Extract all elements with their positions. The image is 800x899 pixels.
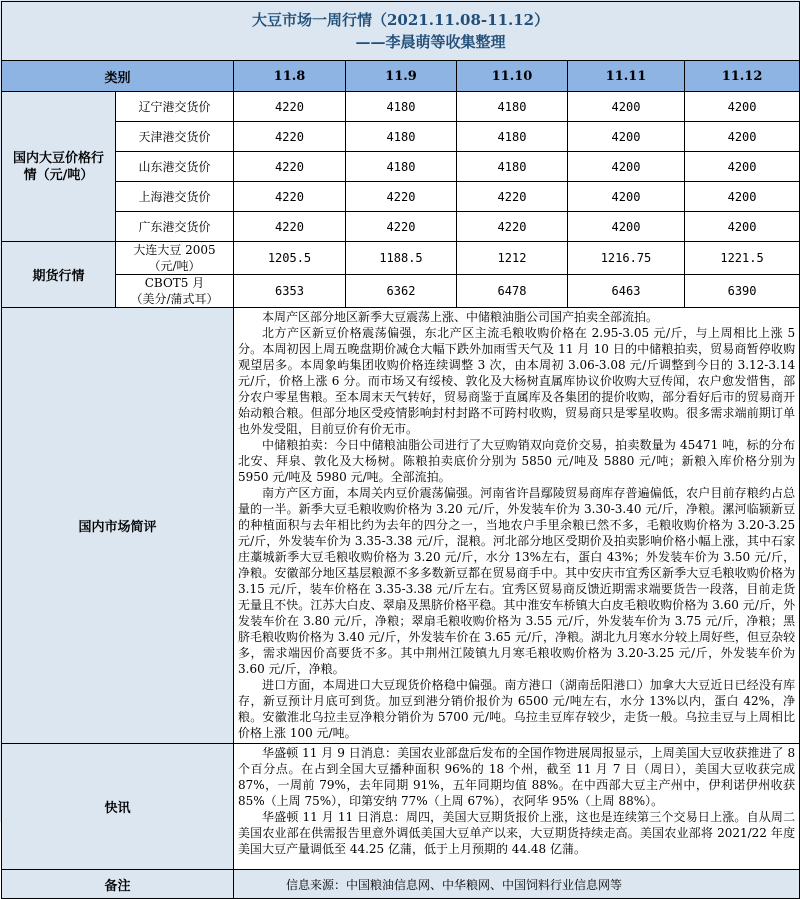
header-date: 11.9 xyxy=(346,61,457,92)
review-paragraph: 北方产区新豆价格震荡偏强，东北产区主流毛粮收购价格在 2.95-3.05 元/斤，与上周相比上涨 5 分。本周初因上周五晚盘期价减仓大幅下跌外加雨雪天气及 11 月 10 日的中储粮拍卖，贸易商暂停收购观望居多。本周象屿集团收购价格连续调整 3 次，由本周初 3.06-3.08 元/斤调整到今日的 3.12-3.14 元/斤，价格上涨 6 分。而市场又有绥棱、敦化及大杨树直属库协议价收购大豆传闻，农户愈发惜售，部分农户零星售粮。至本周末天气转好，贸易商鉴于直属库及各集团的提价收购，部分看好后市的贸易商开始动粮合粮。但部分地区受疫情影响封村封路不可跨村收购，贸易商只是零星收购。很多需求端前期订单也外发受阻，目前豆价有价无市。 xyxy=(238,326,796,436)
remarks-label: 备注 xyxy=(2,870,234,899)
price-row xyxy=(2,152,800,182)
futures-cell: 6353 xyxy=(234,275,346,308)
price-cell: 4200 xyxy=(685,182,800,212)
price-row xyxy=(2,182,800,212)
futures-name-line2: （美分/蒲式耳） xyxy=(130,292,219,306)
soybean-market-table xyxy=(1,1,800,899)
futures-cell: 6362 xyxy=(346,275,457,308)
remarks-row xyxy=(2,870,800,899)
port-name: 上海港交货价 xyxy=(116,182,234,212)
futures-row xyxy=(2,242,800,275)
price-cell: 4180 xyxy=(346,92,457,122)
review-paragraph: 本周产区部分地区新季大豆震荡上涨、中储粮油脂公司国产拍卖全部流拍。 xyxy=(262,310,659,324)
futures-cell: 6390 xyxy=(685,275,800,308)
news-paragraph: 华盛顿 11 月 11 日消息：周四，美国大豆期货报价上涨，这也是连续第三个交易日上涨。自从周二美国农业部在供需报告里意外调低美国大豆单产以来，大豆期货持续走高。美国农业部将 2021/22 年度美国大豆产量调低至 44.25 亿蒲，低于上月预期的 44.48 亿蒲。 xyxy=(238,810,796,856)
futures-cell: 6463 xyxy=(568,275,685,308)
domestic-price-label: 国内大豆价格行情（元/吨） xyxy=(2,92,116,242)
price-cell: 4200 xyxy=(568,122,685,152)
news-paragraph: 华盛顿 11 月 9 日消息：美国农业部盘后发布的全国作物进展周报显示，上周美国大豆收获推进了 8 个百分点。在占到全国大豆播种面积 96%的 18 个州，截至 11 月 7 日（周日），美国大豆收获完成 87%，一周前 79%，去年同期 91%，五年同期均值 88%。在中西部大豆主产州中，伊利诺伊州收获 85%（上周 75%），印第安纳 77%（上周 67%），衣阿华 95%（上周 88%）。 xyxy=(238,746,796,808)
market-review-text xyxy=(234,308,800,744)
futures-cell: 1216.75 xyxy=(568,242,685,275)
review-paragraph: 南方产区方面，本周关内豆价震荡偏强。河南省许昌鄢陵贸易商库存普遍偏低，农户目前存粮约占总量的一半。新季大豆毛粮收购价格为 3.20 元/斤，外发装车价为 3.30-3.40 元/斤，净粮。漯河临颍新豆的种植面积与去年相比约为去年的四分之一，当地农户手里余粮已然不多，毛粮收购价格为 3.20-3.25 元/斤，外发装车价为 3.35-3.38 元/斤，混粮。河北部分地区受期价及拍卖影响价格小幅上涨，其中石家庄藁城新季大豆毛粮收购价格为 3.20 元/斤，水分 13%左右，蛋白 43%；外发装车价为 3.50 元/斤，净粮。安徽部分地区基层粮源不多多数新豆都在贸易商手中。其中安庆市宜秀区新季大豆毛粮收购价格为 3.15 元/斤，装车价格在 3.35-3.38 元/斤左右。宜秀区贸易商反馈近期需求端要货告一段落，目前走货无量且不快。江苏大白皮、翠扇及黑脐价格平稳。其中淮安车桥镇大白皮毛粮收购价格为 3.60 元/斤，外发装车价在 3.80 元/斤，净粮；翠扇毛粮收购价格为 3.55 元/斤，外发装车价为 3.75 元/斤，净粮；黑脐毛粮收购价格为 3.40 元/斤，外发装车价在 3.65 元/斤，净粮。湖北九月寒水分较上周好些，但豆杂较多，需求端因价高要货不多。其中荆州江陵镇九月寒毛粮收购价格为 3.20-3.25 元/斤，外发装车价为 3.60 元/斤，净粮。 xyxy=(238,486,796,676)
price-cell: 4200 xyxy=(568,212,685,242)
futures-name-line1: 大连大豆 2005 xyxy=(133,243,216,257)
futures-name-line2: （元/吨） xyxy=(148,259,201,273)
title-sub: ——李晨萌等收集整理 xyxy=(355,33,506,51)
price-cell: 4200 xyxy=(685,92,800,122)
futures-cell: 1205.5 xyxy=(234,242,346,275)
port-name: 辽宁港交货价 xyxy=(116,92,234,122)
header-date: 11.12 xyxy=(685,61,800,92)
price-cell: 4220 xyxy=(234,92,346,122)
header-date: 11.10 xyxy=(457,61,568,92)
price-cell: 4200 xyxy=(568,152,685,182)
report-title xyxy=(2,2,800,61)
remarks-text: 信息来源：中国粮油信息网、中华粮网、中国饲料行业信息网等 xyxy=(234,870,800,899)
price-cell: 4180 xyxy=(346,152,457,182)
price-row xyxy=(2,212,800,242)
port-name: 山东港交货价 xyxy=(116,152,234,182)
price-cell: 4220 xyxy=(234,182,346,212)
price-cell: 4220 xyxy=(346,182,457,212)
price-cell: 4180 xyxy=(346,122,457,152)
header-date: 11.11 xyxy=(568,61,685,92)
price-cell: 4220 xyxy=(346,212,457,242)
price-cell: 4220 xyxy=(457,212,568,242)
price-cell: 4220 xyxy=(457,182,568,212)
review-paragraph: 中储粮拍卖：今日中储粮油脂公司进行了大豆购销双向竞价交易，拍卖数量为 45471 吨，标的分布北安、拜泉、敦化及大杨树。陈粮拍卖底价分别为 5850 元/吨及 5880 元/吨；新粮入库价格分别为 5950 元/吨及 5980 元/吨。全部流拍。 xyxy=(238,438,796,484)
port-name: 广东港交货价 xyxy=(116,212,234,242)
price-cell: 4200 xyxy=(568,92,685,122)
news-text xyxy=(234,744,800,870)
header-category: 类别 xyxy=(2,61,234,92)
futures-cell: 1212 xyxy=(457,242,568,275)
port-name: 天津港交货价 xyxy=(116,122,234,152)
price-cell: 4220 xyxy=(234,122,346,152)
title-main: 大豆市场一周行情（2021.11.08-11.12） xyxy=(251,11,550,29)
futures-name xyxy=(116,242,234,275)
price-cell: 4200 xyxy=(685,152,800,182)
price-cell: 4200 xyxy=(685,212,800,242)
price-row xyxy=(2,122,800,152)
futures-name-line1: CBOT5 月 xyxy=(144,276,205,290)
futures-row xyxy=(2,275,800,308)
market-review-label: 国内市场简评 xyxy=(2,308,234,744)
futures-cell: 6478 xyxy=(457,275,568,308)
price-row xyxy=(2,92,800,122)
review-paragraph: 进口方面，本周进口大豆现货价格稳中偏强。南方港口（湖南岳阳港口）加拿大大豆近日已经没有库存，新豆预计月底可到货。加豆到港分销价报价为 6500 元/吨左右，水分 13%以内，蛋白 42%，净粮。安徽淮北乌拉圭豆净粮分销价为 5700 元/吨。乌拉圭豆库存较少，走货一般。乌拉圭豆与上周相比价格上涨 100 元/吨。 xyxy=(238,678,796,740)
price-cell: 4200 xyxy=(685,122,800,152)
price-cell: 4220 xyxy=(234,152,346,182)
price-cell: 4200 xyxy=(568,182,685,212)
header-row xyxy=(2,61,800,92)
futures-name xyxy=(116,275,234,308)
price-cell: 4180 xyxy=(457,92,568,122)
news-row xyxy=(2,744,800,870)
market-review-row xyxy=(2,308,800,744)
price-cell: 4180 xyxy=(457,152,568,182)
futures-label: 期货行情 xyxy=(2,242,116,308)
news-label: 快讯 xyxy=(2,744,234,870)
price-cell: 4220 xyxy=(234,212,346,242)
futures-cell: 1221.5 xyxy=(685,242,800,275)
price-cell: 4180 xyxy=(457,122,568,152)
header-date: 11.8 xyxy=(234,61,346,92)
futures-cell: 1188.5 xyxy=(346,242,457,275)
